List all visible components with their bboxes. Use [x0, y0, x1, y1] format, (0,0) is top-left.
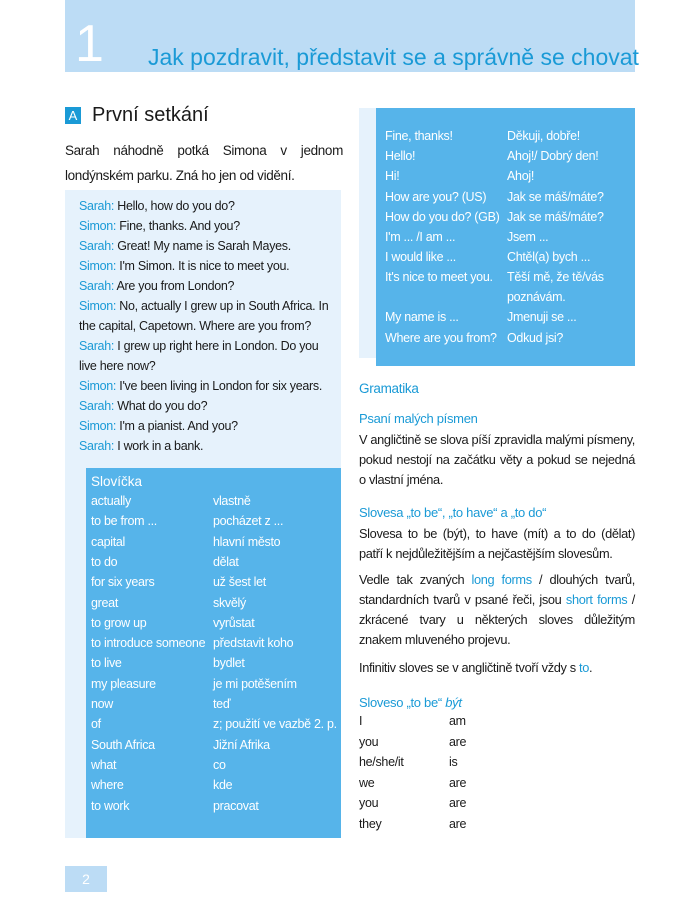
english-term: to live: [91, 656, 122, 671]
dialogue: [79, 196, 337, 456]
czech-translation: co: [213, 757, 226, 772]
text: Infinitiv sloves se v angličtině tvoří vždy s: [359, 660, 580, 675]
czech-phrase: Chtěl(a) bych ...: [507, 250, 591, 265]
text: / dlouhých tvarů, standardních tvarů v psané řeči, jsou: [359, 572, 636, 607]
verb-form: is: [449, 755, 458, 769]
grammar-paragraph: Slovesa to be (být), to have (mít) a to do (dělat) patří k nejdůležitějším a nejčastějším slovesům.: [359, 526, 635, 561]
english-phrase: I'm ... /I am ...: [385, 230, 456, 244]
dialogue-text: Are you from London?: [116, 279, 235, 293]
english-term: South Africa: [91, 737, 155, 752]
grammar-paragraph: [359, 658, 635, 678]
page-number: 2: [65, 866, 107, 892]
english-phrase: Hi!: [385, 169, 400, 184]
vocabulary-row: [91, 636, 294, 651]
czech-translation: dělat: [213, 554, 239, 569]
phrase-row: [385, 267, 630, 305]
czech-translation: z; použití ve vazbě 2. p.: [213, 717, 337, 732]
speaker-name: Sarah:: [79, 339, 115, 353]
english-term: for six years: [91, 575, 155, 590]
grammar-paragraph: V angličtině se slova píší zpravidla malými písmeny, pokud nestojí na začátku věty a pokud se nejedná o vlastní jména.: [359, 432, 636, 487]
vocabulary-row: [91, 737, 270, 752]
english-phrase: Where are you from?: [385, 330, 497, 345]
dialogue-line: [79, 276, 337, 296]
vocabulary-row: [91, 575, 266, 590]
english-term: my pleasure: [91, 676, 156, 691]
english-phrase: My name is ...: [385, 310, 459, 325]
text: / zkrácené tvary u některých sloves důležitým znakem mluveného projevu.: [359, 592, 635, 647]
verb-form: am: [449, 714, 466, 728]
speaker-name: Sarah:: [79, 399, 115, 413]
grammar-heading-to-be: [359, 692, 635, 714]
vocabulary-title: Slovíčka: [91, 474, 143, 489]
dialogue-line: [79, 216, 337, 236]
vocabulary-row: [91, 595, 246, 610]
section-title: První setkání: [92, 104, 209, 126]
dialogue-line: [79, 296, 337, 336]
pronoun: you: [359, 796, 379, 810]
czech-translation: pracovat: [213, 798, 259, 813]
czech-translation: je mi potěšením: [213, 676, 297, 691]
phrase-row: [385, 166, 630, 186]
dialogue-line: [79, 336, 337, 376]
czech-translation: kde: [213, 778, 233, 793]
english-phrase: It's nice to meet you.: [385, 270, 493, 285]
speaker-name: Sarah:: [79, 279, 115, 293]
czech-translation: představit koho: [213, 636, 294, 651]
phrase-row: [385, 187, 630, 207]
speaker-name: Simon:: [79, 299, 117, 313]
dialogue-line: [79, 376, 337, 396]
english-term: where: [91, 778, 124, 793]
dialogue-text: No, actually I grew up in South Africa. In the capital, Capetown. Where are you from?: [79, 299, 329, 333]
speaker-name: Simon:: [79, 379, 117, 393]
phrase-row: [385, 328, 630, 348]
english-term: to work: [91, 798, 130, 813]
phrase-row: [385, 146, 630, 166]
conjugation-row: [359, 817, 635, 838]
section-letter-badge: A: [65, 107, 81, 124]
czech-phrase: Těší mě, že tě/vás poznávám.: [507, 270, 604, 305]
chapter-header: [65, 0, 639, 73]
speaker-name: Sarah:: [79, 199, 115, 213]
conjugation-table: [359, 714, 635, 837]
conjugation-row: [359, 735, 635, 756]
english-phrase: Hello!: [385, 149, 416, 164]
czech-translation: Jižní Afrika: [213, 737, 270, 752]
pronoun: we: [359, 775, 375, 790]
english-term: capital: [91, 534, 126, 549]
speaker-name: Simon:: [79, 219, 117, 233]
vocabulary-row: [91, 615, 255, 630]
dialogue-text: Great! My name is Sarah Mayes.: [117, 239, 291, 253]
dialogue-text: I grew up right here in London. Do you live here now?: [79, 339, 319, 373]
dialogue-text: I'm Simon. It is nice to meet you.: [119, 259, 290, 273]
english-phrase: Fine, thanks!: [385, 129, 453, 143]
conjugation-row: [359, 714, 635, 735]
verb-form: are: [449, 734, 467, 749]
speaker-name: Sarah:: [79, 239, 115, 253]
vocabulary-row: [91, 656, 245, 671]
text: Sloveso „to be“: [359, 695, 446, 710]
pronoun: you: [359, 734, 379, 749]
czech-translation: hlavní město: [213, 534, 281, 549]
czech-phrase: Ahoj!/ Dobrý den!: [507, 149, 599, 164]
intro-text: Sarah náhodně potká Simona v jednom londýnském parku. Zná ho jen od vidění.: [65, 143, 343, 183]
vocabulary-row: [91, 676, 297, 691]
english-term: actually: [91, 494, 131, 508]
grammar-section: [359, 378, 635, 837]
phrase-row: [385, 307, 630, 327]
czech-translation: bydlet: [213, 656, 245, 671]
verb-form: are: [449, 796, 467, 810]
vocabulary-row: [91, 494, 251, 508]
dialogue-line: [79, 256, 337, 276]
czech-translation: už šest let: [213, 575, 266, 590]
phrase-row: [385, 207, 630, 227]
phrase-row: [385, 247, 630, 267]
dialogue-line: [79, 236, 337, 256]
term-short-forms: short forms: [565, 592, 628, 607]
english-term: great: [91, 595, 118, 610]
czech-phrase: Jak se máš/máte?: [507, 209, 604, 224]
speaker-name: Simon:: [79, 259, 117, 273]
dialogue-text: What do you do?: [117, 399, 208, 413]
dialogue-text: I've been living in London for six years.: [119, 379, 323, 393]
chapter-title: Jak pozdravit, představit se a správně se chovat: [148, 44, 639, 70]
dialogue-text: I'm a pianist. And you?: [119, 419, 238, 433]
czech-phrase: Děkuji, dobře!: [507, 129, 580, 143]
vocabulary-row: [91, 514, 284, 529]
vocabulary-row: [91, 717, 337, 732]
vocabulary-row: [91, 697, 231, 711]
term-to: to: [579, 660, 590, 675]
english-term: what: [91, 757, 117, 772]
conjugation-row: [359, 776, 635, 797]
english-term: to do: [91, 554, 118, 569]
dialogue-line: [79, 396, 337, 416]
english-term: to be from ...: [91, 514, 157, 529]
pronoun: I: [359, 714, 363, 728]
czech-translation: vlastně: [213, 494, 251, 508]
czech-phrase: Odkud jsi?: [507, 330, 564, 345]
grammar-heading-lowercase: Psaní malých písmen: [359, 411, 478, 426]
speaker-name: Simon:: [79, 419, 117, 433]
conjugation-row: [359, 796, 635, 817]
chapter-number: 1: [75, 15, 104, 73]
dialogue-text: Hello, how do you do?: [117, 199, 235, 213]
grammar-paragraph: [359, 570, 635, 650]
phrases-box: [376, 108, 635, 366]
text: .: [589, 660, 593, 675]
english-term: now: [91, 697, 114, 711]
dialogue-line: [79, 436, 337, 456]
vocabulary-row: [91, 778, 233, 793]
dialogue-text: I work in a bank.: [117, 439, 204, 453]
phrase-row: [385, 227, 630, 247]
grammar-title: Gramatika: [359, 381, 419, 396]
phrase-row: [385, 126, 630, 146]
speaker-name: Sarah:: [79, 439, 115, 453]
text: Vedle tak zvaných: [359, 572, 472, 587]
term-long-forms: long forms: [471, 572, 532, 587]
conjugation-row: [359, 755, 635, 776]
vocabulary-box: [86, 468, 341, 838]
english-term: to grow up: [91, 615, 147, 630]
phrases-strip: [359, 108, 376, 358]
vocabulary-row: [91, 757, 226, 772]
verb-form: are: [449, 816, 467, 831]
vocabulary-row: [91, 798, 259, 813]
czech-translation: pocházet z ...: [213, 514, 284, 529]
czech-translation: teď: [213, 697, 231, 711]
czech-translation: vyrůstat: [213, 615, 255, 630]
english-phrase: How are you? (US): [385, 189, 487, 204]
grammar-heading-verbs: Slovesa „to be“, „to have“ a „to do“: [359, 505, 547, 520]
dialogue-line: [79, 416, 337, 436]
vocabulary-row: [91, 534, 281, 549]
dialogue-text: Fine, thanks. And you?: [119, 219, 240, 233]
verb-form: are: [449, 775, 467, 790]
pronoun: he/she/it: [359, 755, 404, 769]
czech-phrase: Jmenuji se ...: [507, 310, 577, 325]
english-term: of: [91, 717, 101, 732]
vocabulary-row: [91, 554, 239, 569]
czech-phrase: Jsem ...: [507, 230, 549, 244]
pronoun: they: [359, 816, 382, 831]
english-phrase: How do you do? (GB): [385, 209, 500, 224]
czech-phrase: Ahoj!: [507, 169, 534, 184]
czech-phrase: Jak se máš/máte?: [507, 189, 604, 204]
dialogue-line: [79, 196, 337, 216]
english-phrase: I would like ...: [385, 250, 456, 265]
text: být: [445, 695, 462, 710]
english-term: to introduce someone: [91, 636, 206, 651]
czech-translation: skvělý: [213, 595, 246, 610]
